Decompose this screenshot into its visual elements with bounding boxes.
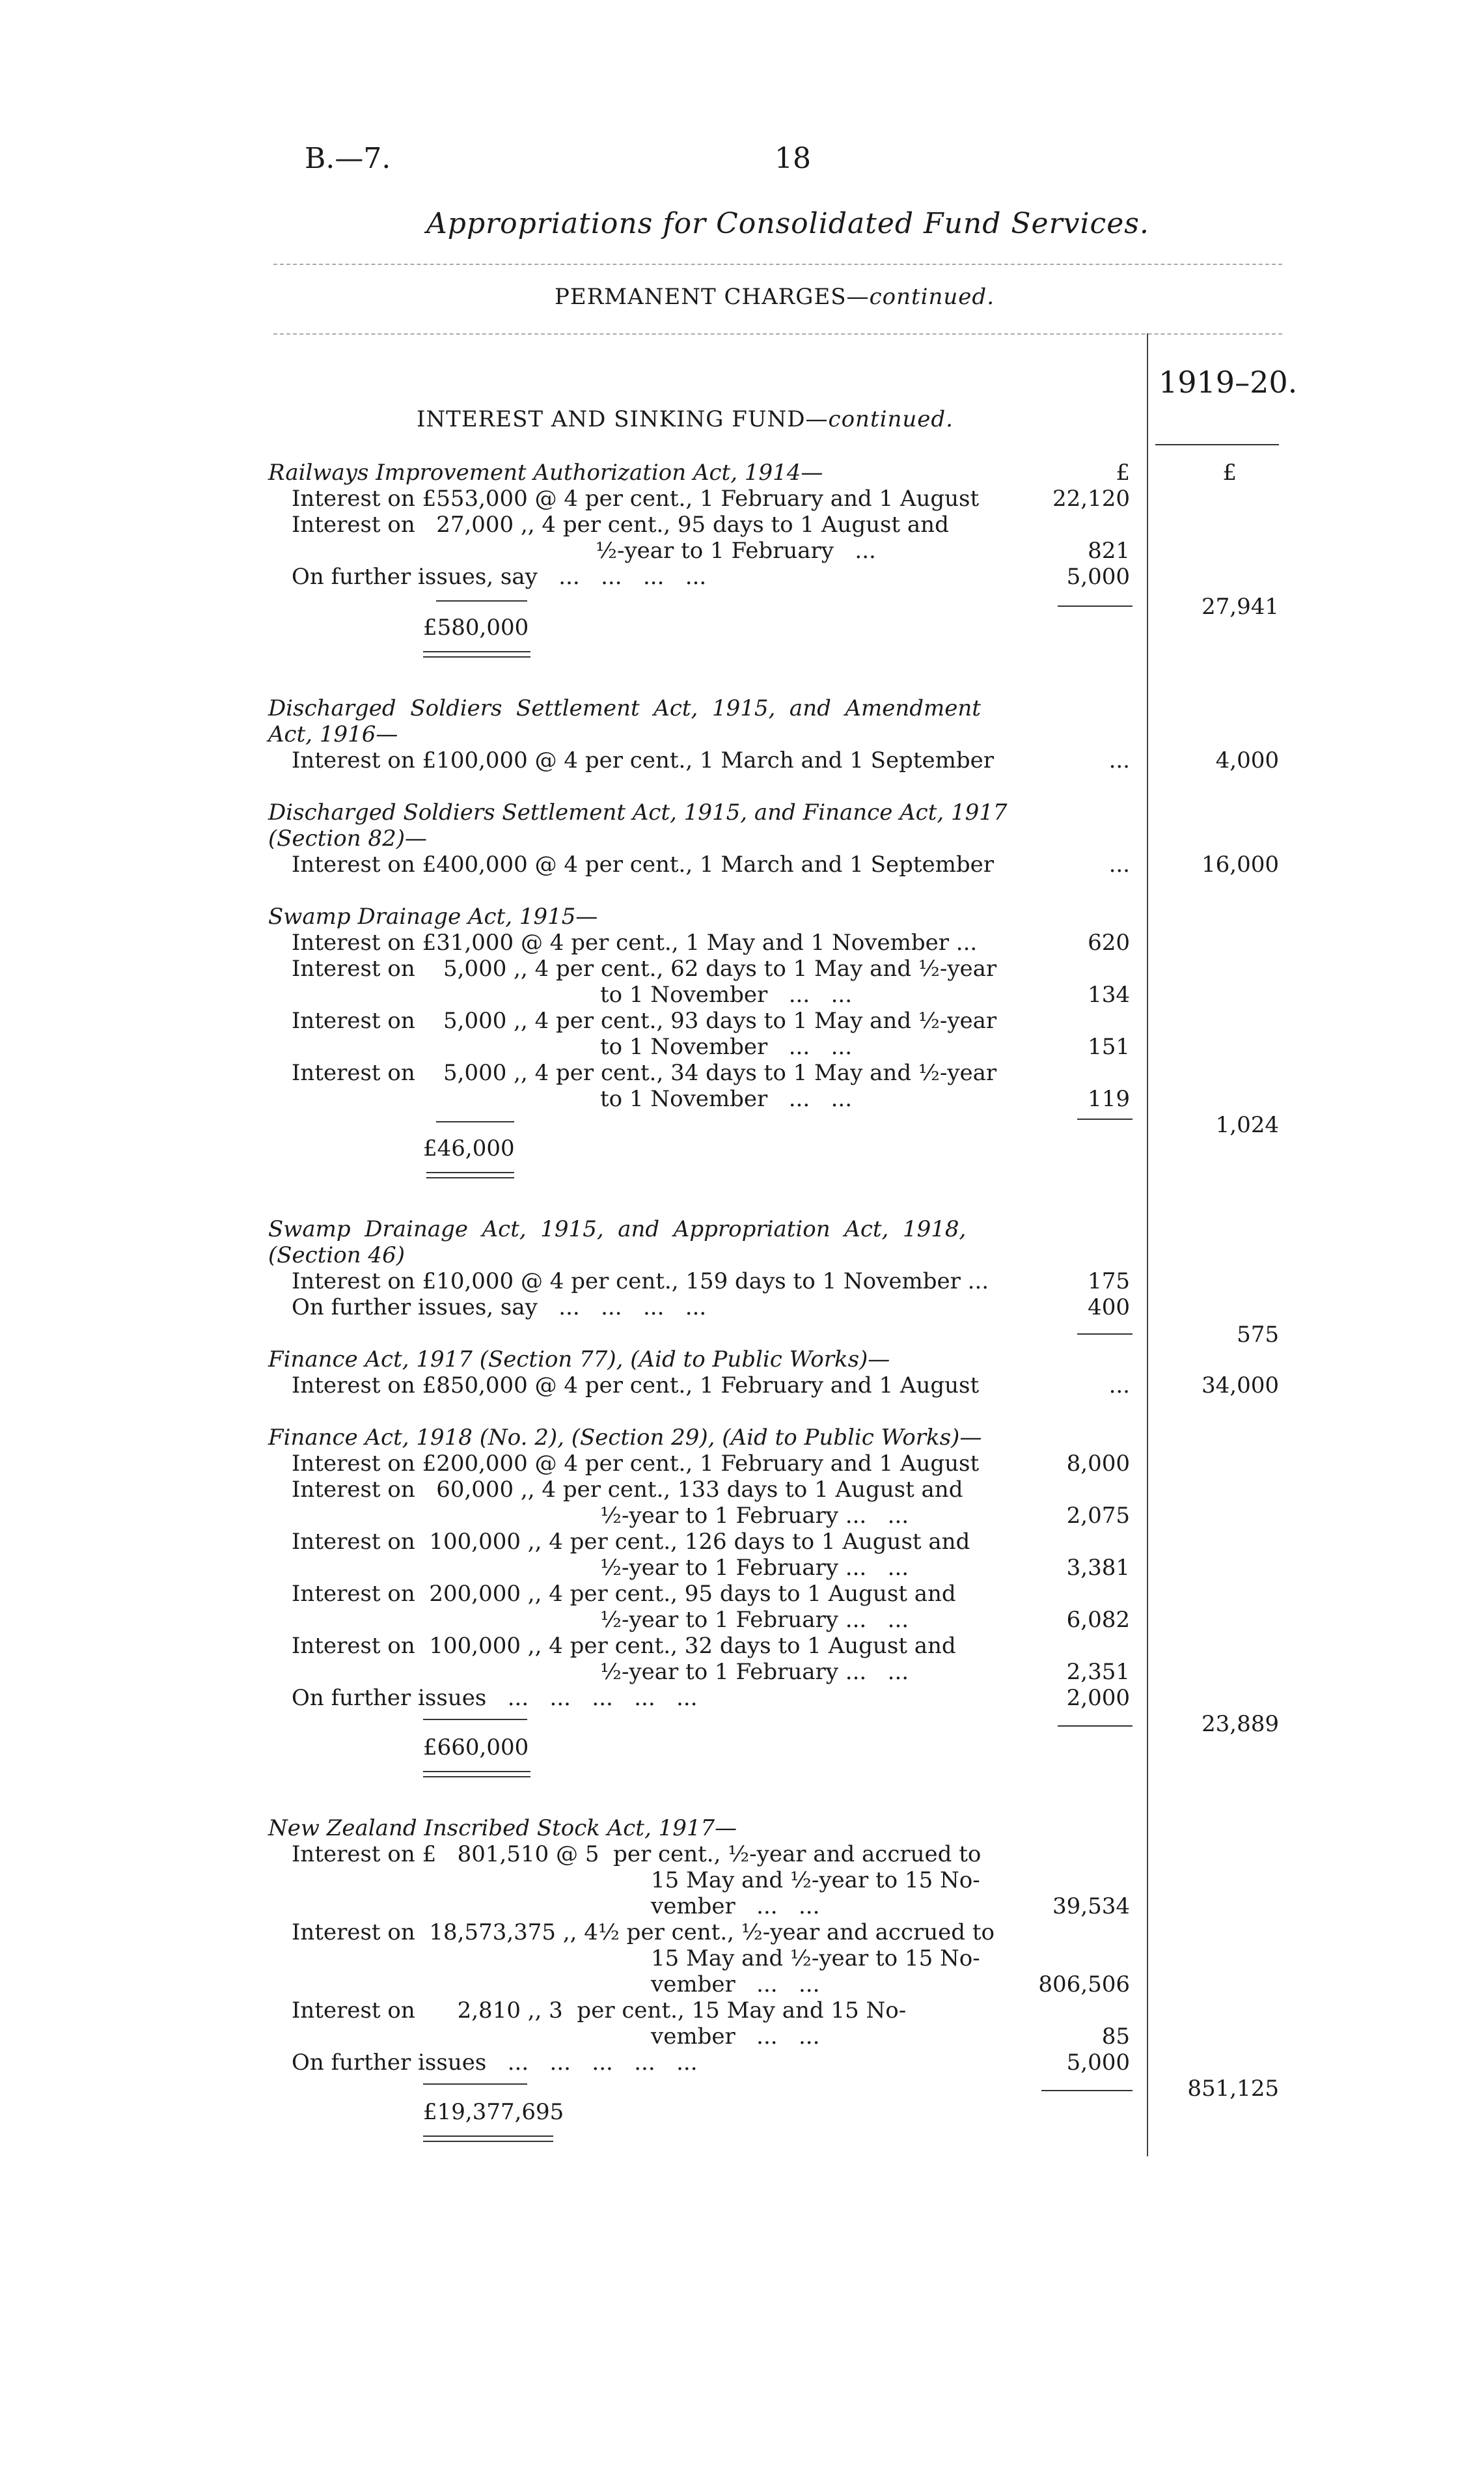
subtotal-rule bbox=[1077, 1119, 1133, 1120]
entry-line: Interest on 100,000 ,, 4 per cent., 32 days to 1 August and bbox=[292, 1633, 956, 1659]
amount: 22,120 bbox=[1052, 486, 1130, 512]
entry-line: Interest on £ 801,510 @ 5 per cent., ½-year and accrued to bbox=[292, 1841, 982, 1867]
year-column-header: 1919–20. bbox=[1159, 365, 1298, 400]
subtotal-rule bbox=[1041, 2090, 1133, 2091]
block-title: Railways Improvement Authorization Act, 1914— bbox=[268, 460, 823, 486]
entry-line: vember ... ... bbox=[651, 2024, 820, 2050]
amount: 119 bbox=[1088, 1086, 1130, 1112]
entry-line: 15 May and ½-year to 15 No- bbox=[651, 1945, 980, 1971]
principal-rule bbox=[436, 600, 527, 602]
block-title: New Zealand Inscribed Stock Act, 1917— bbox=[268, 1815, 737, 1841]
pound-sign: £ bbox=[1222, 460, 1237, 486]
block-total: 4,000 bbox=[1215, 747, 1279, 773]
document-reference: B.—7. bbox=[305, 142, 391, 175]
block-total: 27,941 bbox=[1202, 594, 1279, 620]
entry-line: ½-year to 1 February ... ... bbox=[600, 1659, 909, 1685]
section-heading-text: INTEREST AND SINKING FUND— bbox=[417, 406, 829, 432]
year-header-rule bbox=[1155, 444, 1279, 445]
block-total: 16,000 bbox=[1202, 852, 1279, 878]
double-rule bbox=[426, 1172, 514, 1173]
entry-line: Interest on 60,000 ,, 4 per cent., 133 days to 1 August and bbox=[292, 1477, 963, 1503]
block-title: Discharged Soldiers Settlement Act, 1915, and Amendment bbox=[268, 695, 981, 721]
entry-line: to 1 November ... ... bbox=[600, 1086, 852, 1112]
principal-total: £580,000 bbox=[423, 615, 529, 641]
block-title: (Section 46) bbox=[268, 1242, 405, 1268]
entry-line: On further issues ... ... ... ... ... bbox=[292, 2050, 698, 2076]
block-title: (Section 82)— bbox=[268, 826, 427, 852]
title-divider bbox=[273, 264, 1282, 265]
principal-total: £46,000 bbox=[423, 1135, 515, 1161]
principal-rule bbox=[436, 1121, 514, 1122]
leader-dots: ... bbox=[1108, 1372, 1130, 1398]
principal-rule bbox=[423, 1719, 527, 1720]
entry-line: Interest on 2,810 ,, 3 per cent., 15 May and 15 No- bbox=[292, 1997, 907, 2024]
block-total: 34,000 bbox=[1202, 1372, 1279, 1398]
entry-line: Interest on £31,000 @ 4 per cent., 1 May and 1 November ... bbox=[292, 930, 978, 956]
entry-line: ½-year to 1 February ... ... bbox=[600, 1607, 909, 1633]
entry-line: Interest on £400,000 @ 4 per cent., 1 March and 1 September bbox=[292, 852, 995, 878]
block-title: Act, 1916— bbox=[268, 721, 398, 747]
entry-line: vember ... ... bbox=[651, 1893, 820, 1919]
amount: 175 bbox=[1088, 1268, 1130, 1294]
entry-line: ½-year to 1 February ... bbox=[596, 538, 876, 564]
page-number: 18 bbox=[775, 142, 811, 175]
amount: 8,000 bbox=[1066, 1451, 1130, 1477]
section-heading-continued: continued. bbox=[828, 406, 954, 432]
entry-line: to 1 November ... ... bbox=[600, 982, 852, 1008]
amount: 2,351 bbox=[1066, 1659, 1130, 1685]
principal-total: £19,377,695 bbox=[423, 2099, 564, 2125]
section-heading bbox=[417, 406, 954, 432]
entry-line: Interest on 18,573,375 ,, 4½ per cent., ½-year and accrued to bbox=[292, 1919, 995, 1945]
amount: 3,381 bbox=[1066, 1555, 1130, 1581]
amount: 2,000 bbox=[1066, 1685, 1130, 1711]
amount: 806,506 bbox=[1038, 1971, 1130, 1997]
entry-line: On further issues, say ... ... ... ... bbox=[292, 1294, 707, 1320]
amount: 821 bbox=[1088, 538, 1130, 564]
entry-line: On further issues ... ... ... ... ... bbox=[292, 1685, 698, 1711]
entry-line: On further issues, say ... ... ... ... bbox=[292, 564, 707, 590]
double-rule bbox=[423, 651, 530, 652]
entry-line: Interest on £200,000 @ 4 per cent., 1 February and 1 August bbox=[292, 1451, 980, 1477]
double-rule bbox=[426, 1177, 514, 1178]
subtotal-rule bbox=[1058, 1725, 1133, 1727]
block-total: 851,125 bbox=[1187, 2076, 1279, 2102]
block-title: Finance Act, 1918 (No. 2), (Section 29), (Aid to Public Works)— bbox=[268, 1425, 982, 1451]
entry-line: Interest on 27,000 ,, 4 per cent., 95 days to 1 August and bbox=[292, 512, 949, 538]
amount: 620 bbox=[1088, 930, 1130, 956]
entry-line: Interest on 5,000 ,, 4 per cent., 62 days to 1 May and ½-year bbox=[292, 956, 997, 982]
entry-line: Interest on 100,000 ,, 4 per cent., 126 days to 1 August and bbox=[292, 1529, 970, 1555]
double-rule bbox=[423, 1771, 530, 1772]
entry-line: Interest on £553,000 @ 4 per cent., 1 February and 1 August bbox=[292, 486, 980, 512]
amount: 5,000 bbox=[1066, 564, 1130, 590]
principal-rule bbox=[423, 2083, 527, 2085]
leader-dots: ... bbox=[1108, 852, 1130, 878]
block-total: 23,889 bbox=[1202, 1711, 1279, 1737]
pound-sign: £ bbox=[1116, 460, 1130, 486]
entry-line: Interest on £100,000 @ 4 per cent., 1 March and 1 September bbox=[292, 747, 995, 773]
amount: 5,000 bbox=[1066, 2050, 1130, 2076]
double-rule bbox=[423, 2135, 553, 2137]
entry-line: Interest on 200,000 ,, 4 per cent., 95 days to 1 August and bbox=[292, 1581, 956, 1607]
entry-line: Interest on 5,000 ,, 4 per cent., 34 days to 1 May and ½-year bbox=[292, 1060, 997, 1086]
block-title: Finance Act, 1917 (Section 77), (Aid to Public Works)— bbox=[268, 1346, 890, 1372]
entry-line: Interest on 5,000 ,, 4 per cent., 93 days to 1 May and ½-year bbox=[292, 1008, 997, 1034]
subtotal-rule bbox=[1058, 605, 1133, 607]
amount: 134 bbox=[1088, 982, 1130, 1008]
double-rule bbox=[423, 656, 530, 658]
double-rule bbox=[423, 2141, 553, 2142]
entry-line: 15 May and ½-year to 15 No- bbox=[651, 1867, 980, 1893]
entry-line: to 1 November ... ... bbox=[600, 1034, 852, 1060]
amount: 6,082 bbox=[1066, 1607, 1130, 1633]
amount: 39,534 bbox=[1052, 1893, 1130, 1919]
amount: 2,075 bbox=[1066, 1503, 1130, 1529]
amount: 85 bbox=[1101, 2024, 1130, 2050]
column-divider bbox=[1147, 333, 1148, 2156]
block-title: Discharged Soldiers Settlement Act, 1915, and Finance Act, 1917 bbox=[268, 800, 1008, 826]
page-subtitle bbox=[555, 284, 995, 310]
entry-line: Interest on £850,000 @ 4 per cent., 1 February and 1 August bbox=[292, 1372, 980, 1398]
amount: 151 bbox=[1088, 1034, 1130, 1060]
entry-line: Interest on £10,000 @ 4 per cent., 159 days to 1 November ... bbox=[292, 1268, 989, 1294]
page-title: Appropriations for Consolidated Fund Services. bbox=[426, 207, 1149, 240]
entry-line: vember ... ... bbox=[651, 1971, 820, 1997]
block-total: 575 bbox=[1237, 1322, 1279, 1348]
subtotal-rule bbox=[1077, 1333, 1133, 1335]
subtitle-divider bbox=[273, 333, 1282, 335]
amount: 400 bbox=[1088, 1294, 1130, 1320]
subtitle-text: PERMANENT CHARGES— bbox=[555, 284, 870, 310]
block-title: Swamp Drainage Act, 1915— bbox=[268, 904, 598, 930]
double-rule bbox=[423, 1776, 530, 1777]
leader-dots: ... bbox=[1108, 747, 1130, 773]
principal-total: £660,000 bbox=[423, 1734, 529, 1760]
block-title: Swamp Drainage Act, 1915, and Appropriation Act, 1918, bbox=[268, 1216, 967, 1242]
entry-line: ½-year to 1 February ... ... bbox=[600, 1555, 909, 1581]
entry-line: ½-year to 1 February ... ... bbox=[600, 1503, 909, 1529]
subtitle-continued: continued. bbox=[869, 284, 995, 310]
block-total: 1,024 bbox=[1215, 1112, 1279, 1138]
